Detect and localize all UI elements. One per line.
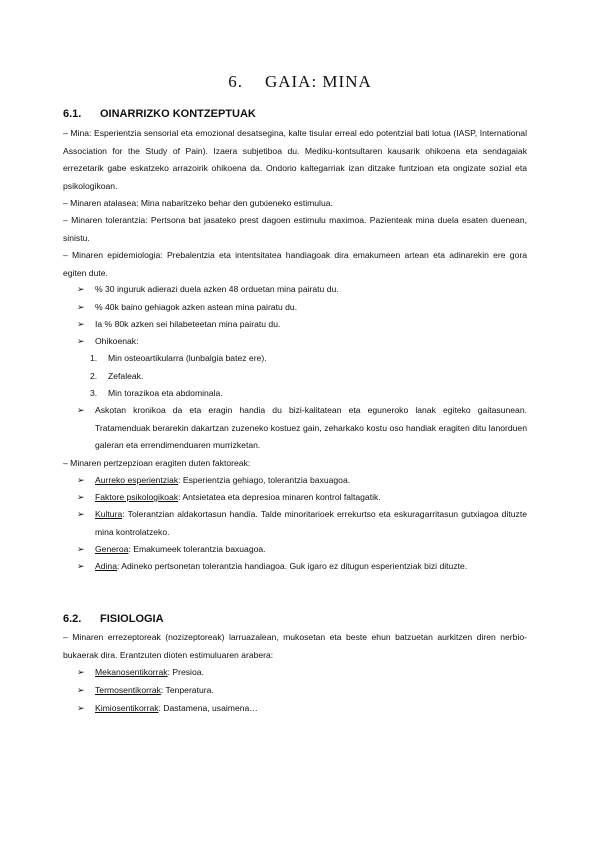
list-item: ➢ Askotan kronikoa da eta eragin handia du bizi-kalitatean eta eguneroko lanak egiteko gaitasunean. Tratamenduak berarekin dakartzan zuzeneko kostuez gain, zeharkako kostu oso handiak eragiten ditu lanorduen galeran eta errendimenduaren murrizketan. bbox=[95, 402, 527, 455]
paragraph-epidemiologia: – Minaren epidemiologia: Prebalentzia eta intentsitatea handiagoak dira emakumeen artean eta adinarekin ere gora egiten dute. bbox=[63, 250, 527, 278]
numbered-item: 2. Zefaleak. bbox=[90, 371, 144, 381]
list-item: ➢ Faktore psikologikoak: Antsietatea eta depresioa minaren kontrol faltagatik. bbox=[95, 489, 527, 507]
paragraph-faktoreak: – Minaren pertzepzioan eragiten duten faktoreak: bbox=[63, 458, 251, 468]
arrow-bullet-icon: ➢ bbox=[77, 667, 85, 677]
arrow-bullet-icon: ➢ bbox=[77, 284, 85, 294]
paragraph-mina: – Mina: Esperientzia sensorial eta emozional desatsegina, kalte tisular erreal edo potentzial bati lotua (IASP, International Association for the Study of Pain). Izaera subjetiboa du. Mediku-kontsultaren kausarik ohikoena eta sendagaiak errezetarik gabe eskatzeko arrazoirik ohikoena da. Ondorio kaltegarriak izan ditzake funtzioan eta ongizate sozial eta psikologikoan. bbox=[63, 128, 527, 191]
arrow-bullet-icon: ➢ bbox=[77, 319, 85, 329]
paragraph-fisiologia: – Minaren errezeptoreak (nozizeptoreak) larruazalean, mukosetan eta beste ehun batzuetan aurkitzen diren nerbio-bukaerak dira. Erantzuten dioten estimuluaren arabera: bbox=[63, 632, 527, 660]
list-item: ➢ Generoa: Emakumeek tolerantzia baxuagoa. bbox=[95, 541, 527, 559]
section-heading-6-1: 6.1. OINARRIZKO KONTZEPTUAK bbox=[63, 108, 256, 120]
chapter-title-text: GAIA: MINA bbox=[264, 72, 372, 91]
list-item: ➢ % 40k baino gehiagok azken astean mina pairatu du. bbox=[95, 299, 527, 317]
arrow-bullet-icon: ➢ bbox=[77, 302, 85, 312]
paragraph-atalasea: – Minaren atalasea: Mina nabaritzeko behar den gutxieneko estimulua. bbox=[63, 198, 333, 208]
arrow-bullet-icon: ➢ bbox=[77, 509, 85, 519]
arrow-bullet-icon: ➢ bbox=[77, 703, 85, 713]
list-item: ➢ Adina: Adineko pertsonetan tolerantzia handiagoa. Guk igaro ez ditugun esperientziak bizi dituzte. bbox=[95, 558, 527, 576]
list-item: ➢ Ohikoenak: bbox=[95, 333, 527, 351]
chapter-number: 6. bbox=[228, 72, 243, 91]
list-item: ➢ Kultura: Tolerantzian aldakortasun handia. Talde minoritarioek errekurtso eta eskuragarritasun gutxiagoa dituzte mina kontrolatzeko. bbox=[95, 506, 527, 541]
numbered-item: 1. Min osteoartikularra (lunbalgia batez ere). bbox=[90, 353, 267, 363]
arrow-bullet-icon: ➢ bbox=[77, 561, 85, 571]
arrow-bullet-icon: ➢ bbox=[77, 544, 85, 554]
numbered-item: 3. Min torazikoa eta abdominala. bbox=[90, 388, 223, 398]
list-item: ➢ Mekanosentikorrak: Presioa. bbox=[95, 664, 527, 682]
arrow-bullet-icon: ➢ bbox=[77, 336, 85, 346]
paragraph-tolerantzia: – Minaren tolerantzia: Pertsona bat jasateko prest dagoen estimulu maximoa. Pazienteak mina duela esaten duenean, sinistu. bbox=[63, 215, 527, 243]
list-item: ➢ Kimiosentikorrak: Dastamena, usaimena… bbox=[95, 700, 527, 718]
list-item: ➢ % 30 inguruk adierazi duela azken 48 orduetan mina pairatu du. bbox=[95, 281, 527, 299]
arrow-bullet-icon: ➢ bbox=[77, 492, 85, 502]
arrow-bullet-icon: ➢ bbox=[77, 475, 85, 485]
arrow-bullet-icon: ➢ bbox=[77, 405, 85, 415]
section-heading-6-2: 6.2. FISIOLOGIA bbox=[63, 613, 164, 625]
arrow-bullet-icon: ➢ bbox=[77, 685, 85, 695]
chapter-title bbox=[0, 72, 600, 92]
list-item: ➢ Termosentikorrak: Tenperatura. bbox=[95, 682, 527, 700]
list-item: ➢ Aurreko esperientziak: Esperientzia gehiago, tolerantzia baxuagoa. bbox=[95, 472, 527, 490]
list-item: ➢ Ia % 80k azken sei hilabeteetan mina pairatu du. bbox=[95, 316, 527, 334]
